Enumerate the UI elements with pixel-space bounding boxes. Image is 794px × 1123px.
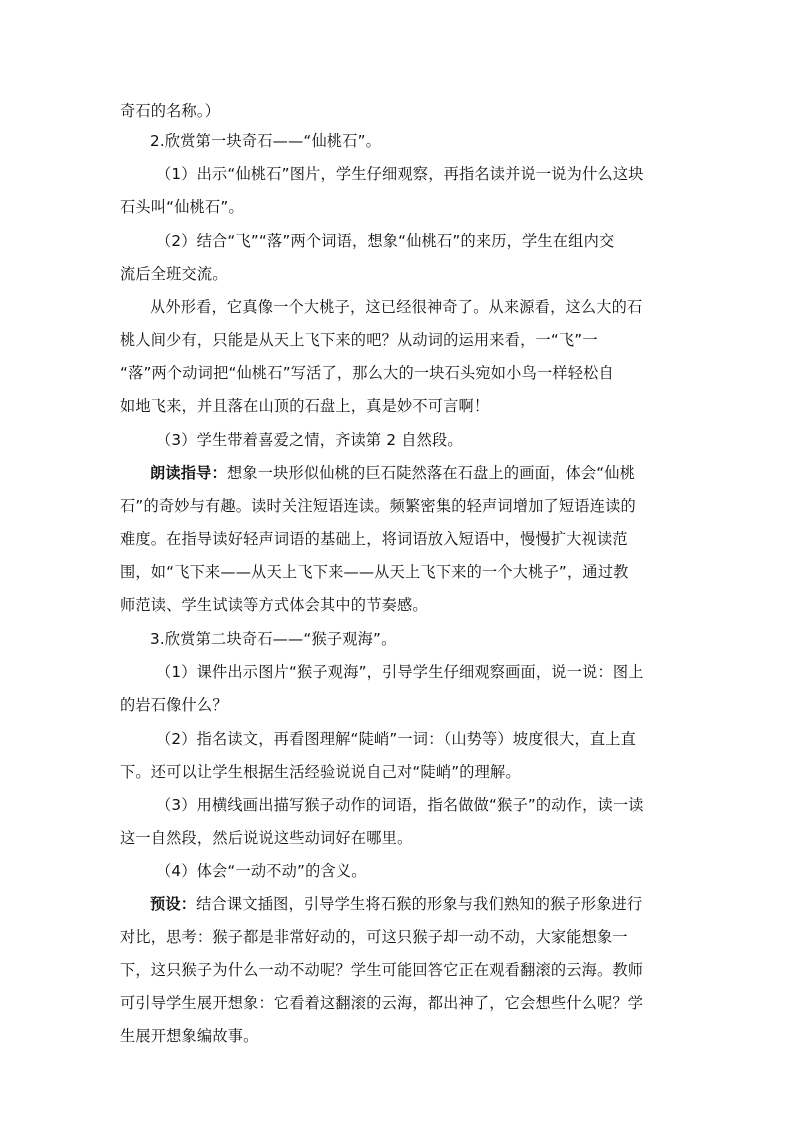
text-line: 可引导学生展开想象：它看着这翻滚的云海，都出神了，它会想些什么呢？学 xyxy=(120,994,644,1012)
text-line: 生展开想象编故事。 xyxy=(120,1027,259,1045)
section-heading: 3.欣赏第二块奇石——“猴子观海”。 xyxy=(150,630,397,648)
text-line: 难度。在指导读好轻声词语的基础上，将词语放入短语中，慢慢扩大视读范 xyxy=(120,530,628,548)
text-line: 从外形看，它真像一个大桃子，这已经很神奇了。从来源看，这么大的石 xyxy=(150,298,643,316)
text-line: 如地飞来，并且落在山顶的石盘上，真是妙不可言啊！ xyxy=(120,397,490,415)
text-line: 师范读、学生试读等方式体会其中的节奏感。 xyxy=(120,596,428,614)
text-line: 围，如“飞下来——从天上飞下来——从天上飞下来的一个大桃子”，通过教 xyxy=(120,563,629,581)
preset-label: 预设： xyxy=(150,895,197,913)
text-line: 的岩石像什么？ xyxy=(120,696,228,714)
text-line: （1）课件出示图片“猴子观海”，引导学生仔细观察画面，说一说：图上 xyxy=(156,663,644,681)
reading-guide-text: 想象一块形似仙桃的巨石陡然落在石盘上的画面，体会“仙桃 xyxy=(226,464,636,482)
text-line: 下。还可以让学生根据生活经验说说自己对“陡峭”的理解。 xyxy=(120,763,521,781)
text-line: 对比，思考：猴子都是非常好动的，可这只猴子却一动不动，大家能想象一 xyxy=(120,928,628,946)
text-line: 石头叫“仙桃石”。 xyxy=(120,198,244,216)
section-heading: 2.欣赏第一块奇石——“仙桃石”。 xyxy=(150,132,382,150)
text-line: （2）指名读文，再看图理解“陡峭”一词：（山势等）坡度很大，直上直 xyxy=(156,730,637,748)
text-line: （1）出示“仙桃石”图片，学生仔细观察，再指名读并说一说为什么这块 xyxy=(156,165,644,183)
text-line: 石”的奇妙与有趣。读时关注短语连读。频繁密集的轻声词增加了短语连读的 xyxy=(120,497,636,515)
text-line: 这一自然段，然后说说这些动词好在哪里。 xyxy=(120,829,413,847)
text-line: （4）体会“一动不动”的含义。 xyxy=(156,862,367,880)
text-line xyxy=(150,463,635,483)
text-line: 奇石的名称。） xyxy=(120,102,221,120)
text-line xyxy=(150,894,642,914)
reading-guide-label: 朗读指导： xyxy=(150,464,227,482)
text-line: 桃人间少有，只能是从天上飞下来的吧？从动词的运用来看，一“飞”一 xyxy=(120,331,598,349)
text-line: 流后全班交流。 xyxy=(120,265,228,283)
text-line: （3）用横线画出描写猴子动作的词语，指名做做“猴子”的动作，读一读 xyxy=(156,796,644,814)
text-line: 下，这只猴子为什么一动不动呢？学生可能回答它正在观看翻滚的云海。教师 xyxy=(120,961,644,979)
text-line: （2）结合“飞”“落”两个词语，想象“仙桃石”的来历，学生在组内交 xyxy=(156,232,615,250)
text-line: “落”两个动词把“仙桃石”写活了，那么大的一块石头宛如小鸟一样轻松自 xyxy=(120,364,614,382)
text-line: （3）学生带着喜爱之情，齐读第 2 自然段。 xyxy=(156,431,463,449)
preset-text: 结合课文插图，引导学生将石猴的形象与我们熟知的猴子形象进行 xyxy=(196,895,643,913)
